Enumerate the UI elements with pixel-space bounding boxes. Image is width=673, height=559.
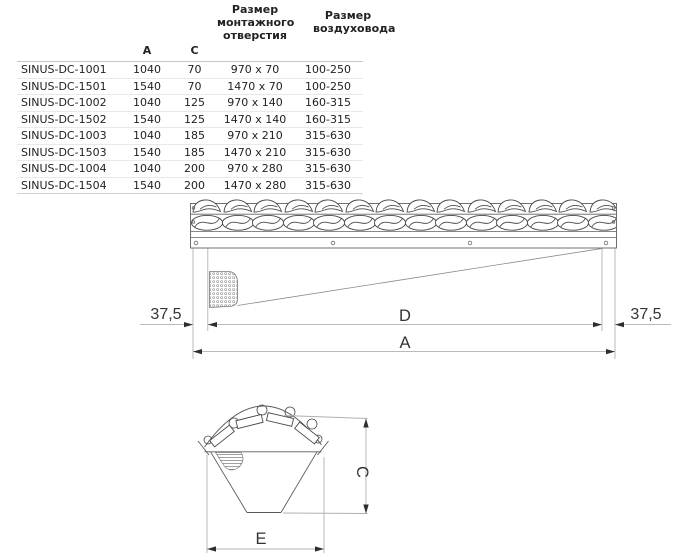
cell-duct: 160-315 — [305, 96, 351, 110]
cell-model: SINUS-DC-1501 — [21, 79, 107, 93]
cell-duct: 315-630 — [305, 162, 351, 176]
cell-mounting: 1470 x 140 — [223, 112, 287, 126]
c-dimension-lines — [283, 416, 368, 514]
cell-c: 125 — [184, 96, 205, 110]
cell-mounting: 970 x 210 — [227, 129, 283, 143]
cell-a: 1040 — [133, 63, 161, 77]
dim-label-d: D — [399, 307, 411, 325]
side-view-drawing — [140, 200, 671, 359]
cell-a: 1040 — [133, 162, 161, 176]
cell-duct: 315-630 — [305, 129, 351, 143]
cell-a: 1040 — [133, 129, 161, 143]
cell-c: 70 — [187, 63, 202, 77]
cell-c: 70 — [187, 79, 202, 93]
cell-c: 185 — [184, 145, 205, 159]
header-line: Размер — [324, 9, 372, 22]
cell-mounting: 1470 x 280 — [223, 178, 287, 192]
header-col-c: C — [190, 44, 199, 57]
cell-model: SINUS-DC-1502 — [21, 112, 107, 126]
cell-a: 1540 — [133, 79, 161, 93]
header-line: Размер — [231, 3, 279, 16]
cell-duct: 315-630 — [305, 145, 351, 159]
cell-a: 1040 — [133, 96, 161, 110]
cell-mounting: 970 x 280 — [227, 162, 283, 176]
cell-model: SINUS-DC-1003 — [21, 129, 107, 143]
duct-spigot-section — [210, 272, 238, 308]
header-line: воздуховода — [313, 22, 396, 35]
dim-label-a: A — [399, 334, 411, 352]
cell-mounting: 970 x 140 — [227, 96, 283, 110]
cell-duct: 100-250 — [305, 79, 351, 93]
cell-a: 1540 — [133, 178, 161, 192]
dim-label-margin-right: 37,5 — [630, 306, 662, 323]
cell-duct: 100-250 — [305, 63, 351, 77]
cell-duct: 315-630 — [305, 178, 351, 192]
cell-a: 1540 — [133, 145, 161, 159]
diffuser-slats — [210, 413, 320, 447]
cell-c: 185 — [184, 129, 205, 143]
cell-c: 200 — [184, 162, 205, 176]
cell-a: 1540 — [133, 112, 161, 126]
cell-model: SINUS-DC-1001 — [21, 63, 107, 77]
dim-label-c: C — [353, 466, 371, 478]
dim-label-margin-left: 37,5 — [150, 306, 182, 323]
cell-c: 125 — [184, 112, 205, 126]
cross-section-drawing — [198, 405, 371, 553]
bottom-slope-line — [238, 248, 604, 305]
dim-label-e: E — [255, 530, 267, 548]
cell-model: SINUS-DC-1002 — [21, 96, 107, 110]
cell-duct: 160-315 — [305, 112, 351, 126]
cell-mounting: 1470 x 70 — [227, 79, 283, 93]
cell-model: SINUS-DC-1503 — [21, 145, 107, 159]
cell-mounting: 970 x 70 — [230, 63, 280, 77]
cell-mounting: 1470 x 210 — [223, 145, 287, 159]
cell-c: 200 — [184, 178, 205, 192]
header-line: отверстия — [223, 29, 287, 42]
cell-model: SINUS-DC-1004 — [21, 162, 107, 176]
header-col-a: A — [142, 44, 152, 57]
header-line: монтажного — [217, 16, 295, 29]
cell-model: SINUS-DC-1504 — [21, 178, 107, 192]
